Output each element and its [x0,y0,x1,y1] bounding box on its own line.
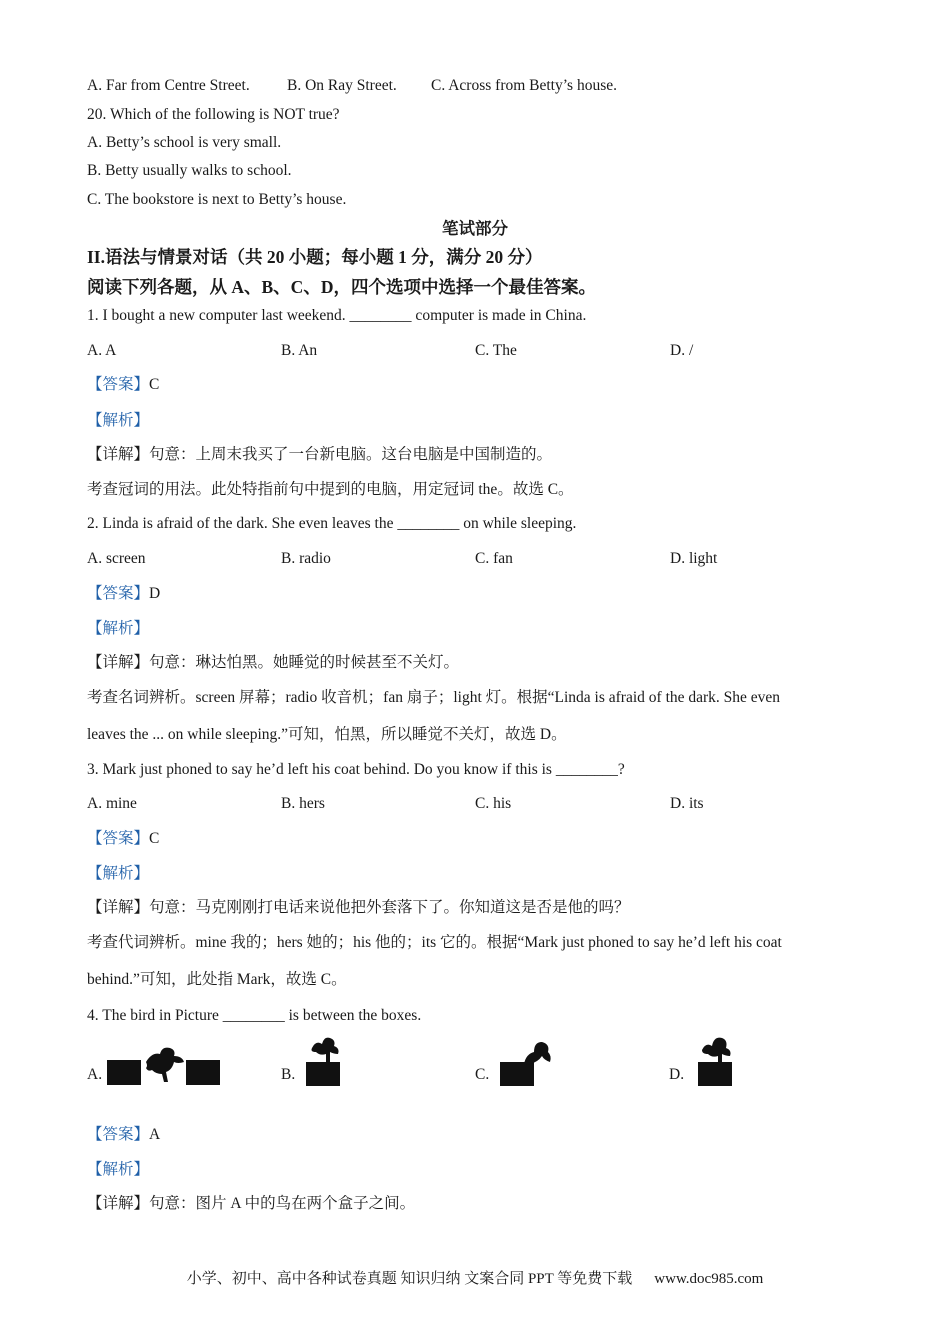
q2-explain-line-1: 考查名词辨析。screen 屏幕；radio 收音机；fan 扇子；light 灯。根据“Linda is afraid of the dark. She even [87,689,781,706]
q4-answer [87,1125,160,1145]
q4-option-c-letter: C. [475,1066,490,1083]
q4-option-d-letter: D. [669,1066,685,1083]
answer-tag: 【答案】 [87,830,150,847]
section-heading: II.语法与情景对话（共 20 小题；每小题 1 分，满分 20 分） [87,247,543,267]
q2-stem: 2. Linda is afraid of the dark. She even leaves the ________ on while sleeping. [87,515,577,532]
section-title: 笔试部分 [442,219,508,238]
q2-analysis-tag: 【解析】 [87,620,150,637]
q3-answer [87,829,159,849]
q2-option-a: A. screen [87,550,146,567]
q4-stem: 4. The bird in Picture ________ is between the boxes. [87,1007,422,1024]
answer-tag: 【答案】 [87,1126,150,1143]
q1-option-b: B. An [281,342,318,359]
q1-explain: 考查冠词的用法。此处特指前句中提到的电脑，用定冠词 the。故选 C。 [87,481,574,498]
footer-url[interactable]: www.doc985.com [654,1271,764,1287]
q3-detail [87,898,630,918]
q20-option-c: C. The bookstore is next to Betty’s house. [87,191,347,208]
q2-explain-line-2: leaves the ... on while sleeping.”可知，怕黑，所以睡觉不关灯，故选 D。 [87,726,567,743]
q1-stem: 1. I bought a new computer last weekend. ________ computer is made in China. [87,307,587,324]
q4-picture-a [104,1036,224,1088]
bird-icon [702,1038,731,1064]
q2-options [87,549,867,569]
q20-option-b: B. Betty usually walks to school. [87,162,292,179]
q1-detail-text: 句意：上周末我买了一台新电脑。这台电脑是中国制造的。 [149,446,553,463]
bird-icon [146,1048,184,1082]
box [500,1062,534,1086]
answer-tag: 【答案】 [87,585,150,602]
q1-options [87,341,867,361]
footer-text: 小学、初中、高中各种试卷真题 知识归纳 文案合同 PPT 等免费下载 [186,1271,633,1287]
detail-tag: 【详解】 [87,899,150,916]
q3-explain-line-2: behind.”可知，此处指 Mark，故选 C。 [87,971,347,988]
q2-option-b: B. radio [281,550,331,567]
q3-option-d: D. its [670,795,704,812]
q4-picture-c [496,1034,556,1088]
q4-detail-text: 句意：图片 A 中的鸟在两个盒子之间。 [149,1195,416,1212]
q3-answer-value: C [149,830,160,847]
q1-detail [87,445,552,465]
page-footer [0,1269,950,1289]
q2-option-d: D. light [670,550,718,567]
detail-tag: 【详解】 [87,446,150,463]
q1-answer-value: C [149,376,160,393]
q2-answer-value: D [149,585,161,602]
q3-explain-line-1: 考查代词辨析。mine 我的；hers 她的；his 他的；its 它的。根据“Mark just phoned to say he’d left his coat [87,934,782,951]
q4-detail [87,1194,415,1214]
q3-option-b: B. hers [281,795,325,812]
q2-answer [87,584,160,604]
box [306,1062,340,1086]
q1-option-d: D. / [670,342,694,359]
q19-option-c: C. Across from Betty’s house. [431,77,617,94]
q3-analysis-tag: 【解析】 [87,865,150,882]
q3-stem: 3. Mark just phoned to say he’d left his coat behind. Do you know if this is ________? [87,761,625,778]
q2-detail-text: 句意：琳达怕黑。她睡觉的时候甚至不关灯。 [149,654,460,671]
bird-icon [312,1038,339,1062]
q3-option-a: A. mine [87,795,137,812]
q3-options [87,794,867,814]
q1-option-c: C. The [475,342,517,359]
q3-detail-text: 句意：马克刚刚打电话来说他把外套落下了。你知道这是否是他的吗？ [149,899,630,916]
bird-icon [524,1042,551,1065]
q20-option-a: A. Betty’s school is very small. [87,134,282,151]
detail-tag: 【详解】 [87,654,150,671]
box-left [107,1060,141,1085]
q20-question: 20. Which of the following is NOT true? [87,106,340,123]
q4-analysis-tag: 【解析】 [87,1161,150,1178]
q4-picture-d [692,1032,742,1088]
answer-tag: 【答案】 [87,376,150,393]
q19-option-b: B. On Ray Street. [287,77,397,94]
q1-option-a: A. A [87,342,117,359]
q4-option-a-letter: A. [87,1066,103,1083]
q19-option-a: A. Far from Centre Street. [87,77,250,94]
section-instruction: 阅读下列各题，从 A、B、C、D，四个选项中选择一个最佳答案。 [87,277,596,297]
q4-option-b-letter: B. [281,1066,296,1083]
q1-answer [87,375,159,395]
q4-answer-value: A [149,1126,161,1143]
detail-tag: 【详解】 [87,1195,150,1212]
q1-analysis-tag: 【解析】 [87,412,150,429]
q2-option-c: C. fan [475,550,513,567]
q4-picture-b [300,1034,350,1088]
q2-detail [87,653,459,673]
box [698,1062,732,1086]
box-right [186,1060,220,1085]
q19-options [87,76,867,96]
q3-option-c: C. his [475,795,512,812]
